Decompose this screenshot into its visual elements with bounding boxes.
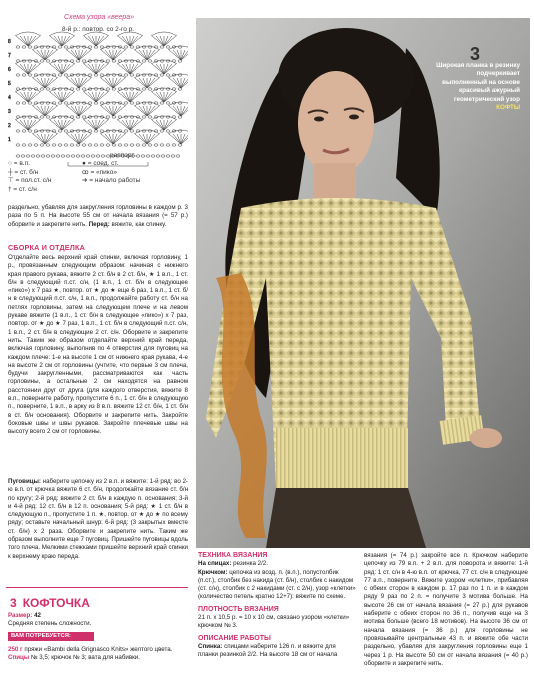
section-divider [6, 587, 188, 588]
stitch-mark [37, 134, 45, 144]
chain-mark [160, 74, 164, 76]
chain-mark [40, 144, 44, 146]
chain-mark [166, 130, 170, 132]
stitch-mark [130, 36, 138, 46]
chain-mark [148, 144, 152, 146]
section-assembly-heading: СБОРКА И ОТДЕЛКА [8, 243, 86, 252]
caption-number: 3 [470, 44, 481, 64]
stitch-mark [156, 120, 164, 130]
stitch-mark [62, 120, 70, 130]
chain-mark [40, 116, 44, 118]
chain-mark [96, 155, 100, 157]
stitch-mark [45, 106, 53, 116]
stitch-mark [147, 106, 155, 116]
chain-mark [130, 46, 134, 48]
chain-symbol-icon: ○ [8, 160, 14, 167]
fan-arc [151, 32, 177, 36]
chain-mark [101, 155, 105, 157]
legend-item: ꝏ = «пико» [82, 168, 117, 176]
chain-mark [166, 74, 170, 76]
chain-mark [160, 130, 164, 132]
photo-caption: Широкая планка в резинку подчеркивает выполненный на основе красивый ажурный геометрический узор КОФТЫ [436, 62, 520, 112]
legend-item: ┼ = ст. б/н [8, 168, 39, 176]
stitch-mark [173, 106, 181, 116]
stitch-mark [130, 92, 138, 102]
technique-text: На спицах: резинка 2/2. Крючком: цепочка из возд. п. (в.п.), полустолбик (п.ст.), столбик без накида (ст. б/н), столбик с накидом (ст. с/н), столбик с 2 накидами (ст. с 2/н), узор «клетки» (количество петель кратно 12+7): вяжите по схеме. [198, 560, 356, 601]
chain-mark [160, 144, 164, 146]
stitch-mark [71, 106, 79, 116]
chain-mark [88, 46, 92, 48]
chain-mark [124, 46, 128, 48]
stitch-mark [139, 106, 147, 116]
chain-mark [58, 74, 62, 76]
stitch-mark [122, 64, 130, 74]
stitch-mark [156, 36, 164, 46]
chain-mark [58, 130, 62, 132]
chain-mark [22, 144, 26, 146]
chain-mark [28, 130, 32, 132]
stitch-mark [28, 36, 36, 46]
chain-mark [124, 144, 128, 146]
chain-mark [124, 74, 128, 76]
chain-mark [46, 116, 50, 118]
stitch-mark [139, 134, 147, 144]
chain-mark [21, 155, 25, 157]
chain-mark [56, 155, 60, 157]
stitch-mark [113, 134, 121, 144]
legend-item: † = ст. с/н [8, 185, 37, 193]
chain-mark [82, 116, 86, 118]
chain-mark [46, 88, 50, 90]
stitch-mark [20, 120, 28, 130]
chain-mark [64, 74, 68, 76]
stitch-mark [28, 64, 36, 74]
stitch-mark [156, 64, 164, 74]
chain-mark [58, 144, 62, 146]
stitch-mark [71, 50, 79, 60]
chain-mark [100, 46, 104, 48]
chain-mark [81, 155, 85, 157]
chain-mark [76, 155, 80, 157]
start-arrow-icon: ➔ [82, 177, 90, 185]
chart-title: Схема узора «веера» [64, 14, 135, 21]
chain-mark [86, 155, 90, 157]
chain-mark [124, 130, 128, 132]
chain-mark [70, 144, 74, 146]
chain-mark [178, 144, 182, 146]
chain-mark [148, 88, 152, 90]
fan-arc [83, 32, 109, 36]
stitch-mark [105, 106, 113, 116]
stitch-mark [37, 78, 45, 88]
chain-mark [112, 144, 116, 146]
chain-mark [51, 155, 55, 157]
stitch-mark [96, 120, 104, 130]
chain-mark [130, 130, 134, 132]
row-number: 6 [8, 67, 11, 73]
fan-arc [32, 74, 58, 78]
chart-legend [8, 160, 188, 194]
chain-mark [82, 144, 86, 146]
half-double-icon: ⊤ [8, 177, 16, 185]
rapport-label: раппорт [110, 152, 135, 159]
row-number: 8 [8, 39, 11, 45]
chain-mark [88, 130, 92, 132]
chain-mark [46, 155, 50, 157]
chain-mark [82, 60, 86, 62]
fan-arc [134, 130, 160, 134]
buttons-text: Пуговицы: наберите цепочку из 2 в.п. и вяжите: 1-й ряд: во 2-ю в.п. от крючка вяжите 6 ст. б/н, продолжайте вязание ст. б/н по кругу; 2-й ряд: вяжите 2 ст. б/н в каждую п. основания; 3-й и 4-й ряд: 12 ст. б/н в 12 п. основания; 5-й ряд: ★ 1 ст. б/н в следующую п., пропустите 1 п. ★, повтор. от ★ до ★ по всему ряду; оставьте начальный шнур: 6-й ряд: (3 закрытых вместе ст. б/н) х 2 раза. Оборвите и закрепите нить. Таким же образом выполните еще 7 пуговиц. Пришейте пуговицы вдоль того плеча. Мелкими стежками пришейте верхний край спинки к верхнему краю переда. [8, 478, 188, 560]
stitch-mark [173, 50, 181, 60]
chain-mark [28, 46, 32, 48]
stitch-mark [164, 92, 172, 102]
stitch-mark [62, 64, 70, 74]
stitch-mark [54, 64, 62, 74]
stitch-mark [28, 92, 36, 102]
chain-mark [46, 60, 50, 62]
chain-mark [71, 155, 75, 157]
chain-mark [106, 60, 110, 62]
back-continuation-text: раздельно, убавляя для закругления горловины в каждом р. 3 раза по 5 п. На высоте 55 см от начала вязания (= 57 р.) оборвите и закрепите нить. Перед: вяжите, как спинку. [8, 204, 188, 228]
stitch-mark [164, 36, 172, 46]
stitch-mark [71, 134, 79, 144]
chain-mark [142, 88, 146, 90]
chain-mark [64, 144, 68, 146]
stitch-mark [105, 78, 113, 88]
size-info: Размер: 42 Средняя степень сложности. [8, 612, 92, 628]
materials-text: 250 г пряжи «Bambi della Grignasco Knits» желтого цвета. Спицы № 3,5; крючок № 3; вата для набивки. [8, 646, 173, 662]
row-number: 3 [8, 109, 11, 115]
chain-mark [76, 88, 80, 90]
chain-mark [142, 144, 146, 146]
chain-mark [141, 155, 145, 157]
stitch-mark [164, 64, 172, 74]
stitch-mark [54, 36, 62, 46]
stitch-mark [173, 78, 181, 88]
stitch-mark [62, 92, 70, 102]
assembly-text: Отделайте весь верхний край спинки, включая горловину, 1 р., провязанным следующим образом: начиная с нижнего края правого рукава, вяжите 2 ст. б/н в 2 ст. б/н, ★ 1 в.п., 1 ст. б/н в следующий п.ст. с/н, (1 в.п., 1 ст. б/н в следующее «пико») х 7 раз ★, повтор. от ★ до ★ еще 6 раз, 1 в.п., 1 ст. б/н в следующий п.ст. с/н, 1 в.п., продолжайте работу ст. б/н на петлях горловины, затем на следующем плече и на левом рукаве вяжите (1 в.п., 1 ст. б/н в следующее «пико») х 7 раз, повтор. от ★ до ★ 7 раз, 1 в.п., 1 ст. б/н в следующий п.ст. с/н, 1 в.п., 2 ст. б/н в следующие 2 ст. с/н. Оборвите и закрепите нить. Таким же образом отделайте верхний край переда, включая горловину, выполнив по 4 отверстия для пуговиц на каждом плече: 1-е на высоте 1 см от нижнего края рукава, 4-е на высоте 2 см от горловины (учтите, что первые 3 см плеча, будучи закругленными, рассматриваются как часть горловины, а остальные 2 см находятся на равном расстоянии друг от друга (для каждого отверстия, вяжите 8 в.п., поверните работу, пропустите 6 п., 1 ст. б/н в следующую п., поверните, 1 в.п., в арку из 8 в.п. вяжите 12 ст. б/н, 1 ст. б/н в ст. б/н основания). Оборвите и закрепите нить. Закройте боковые швы и швы рукавов. Закройте плечевые швы на высоту всего 2 см от горловины. [8, 254, 188, 436]
chain-mark [172, 144, 176, 146]
chain-mark [16, 155, 20, 157]
chain-mark [16, 144, 20, 146]
stitch-mark [88, 120, 96, 130]
chain-mark [171, 155, 175, 157]
legend-item: ⊤ = пол.ст. с/н [8, 177, 52, 185]
stitch-mark [20, 36, 28, 46]
row-number: 2 [8, 123, 11, 129]
stitch-mark [79, 50, 87, 60]
technique-block [198, 552, 356, 660]
stitch-mark [71, 78, 79, 88]
materials-badge: ВАМ ПОТРЕБУЕТСЯ: [8, 632, 94, 641]
picot-icon: ꝏ [82, 168, 91, 176]
single-crochet-icon: ┼ [8, 168, 15, 176]
legend-row [8, 169, 188, 178]
stitch-mark [79, 134, 87, 144]
chain-mark [166, 46, 170, 48]
stitch-mark [79, 106, 87, 116]
stitch-mark [79, 78, 87, 88]
chain-mark [40, 60, 44, 62]
fan-arc [134, 102, 160, 106]
gauge-heading: ПЛОТНОСТЬ ВЯЗАНИЯ [198, 605, 279, 613]
chain-mark [178, 88, 182, 90]
stitch-mark [20, 64, 28, 74]
chain-mark [58, 102, 62, 104]
chain-mark [91, 155, 95, 157]
legend-item: ➔ = начало работы [82, 177, 141, 185]
stitch-mark [147, 50, 155, 60]
stitch-mark [28, 120, 36, 130]
project-title: 3 КОФТОЧКА [10, 596, 90, 610]
chain-mark [94, 74, 98, 76]
chain-mark [100, 102, 104, 104]
chain-mark [130, 74, 134, 76]
legend-item: ● = соед. ст. [82, 160, 119, 167]
chain-mark [106, 116, 110, 118]
legend-row [8, 186, 188, 195]
chain-mark [94, 46, 98, 48]
stitch-mark [113, 78, 121, 88]
chain-mark [136, 144, 140, 146]
stitch-mark [122, 120, 130, 130]
chain-mark [64, 130, 68, 132]
chain-mark [100, 74, 104, 76]
chain-mark [58, 46, 62, 48]
stitch-mark [122, 36, 130, 46]
chain-mark [28, 102, 32, 104]
chain-mark [16, 102, 20, 104]
slip-stitch-icon: ● [82, 160, 88, 167]
stitch-mark [173, 134, 181, 144]
fan-arc [134, 46, 160, 50]
chain-mark [22, 130, 26, 132]
chain-mark [46, 144, 50, 146]
chain-mark [142, 116, 146, 118]
chain-mark [146, 155, 150, 157]
chain-mark [106, 144, 110, 146]
chain-mark [40, 88, 44, 90]
stitch-mark [62, 36, 70, 46]
stitch-mark [130, 120, 138, 130]
technique-heading: ТЕХНИКА ВЯЗАНИЯ [198, 552, 268, 559]
stitch-mark [45, 78, 53, 88]
double-crochet-icon: † [8, 185, 14, 193]
row-number: 1 [8, 137, 11, 143]
chain-mark [166, 102, 170, 104]
chain-mark [31, 155, 35, 157]
chain-mark [82, 88, 86, 90]
stitch-mark [54, 120, 62, 130]
chain-mark [36, 155, 40, 157]
fan-arc [32, 46, 58, 50]
stitch-mark [88, 36, 96, 46]
stitch-mark [130, 64, 138, 74]
chain-mark [66, 155, 70, 157]
chain-mark [64, 46, 68, 48]
description-heading: ОПИСАНИЕ РАБОТЫ [198, 634, 271, 642]
stitch-mark [139, 50, 147, 60]
chain-mark [112, 60, 116, 62]
chain-mark [76, 60, 80, 62]
chain-mark [100, 144, 104, 146]
stitch-mark [113, 50, 121, 60]
legend-row [8, 160, 188, 169]
chain-mark [16, 130, 20, 132]
chain-mark [136, 155, 140, 157]
chain-mark [88, 144, 92, 146]
description-text: Спинка: спицами наберите 126 п. и вяжите для планки резинкой 2/2. На высоте 18 см от начала [198, 642, 338, 659]
chain-mark [28, 74, 32, 76]
fan-arc [117, 32, 143, 36]
chain-mark [130, 102, 134, 104]
stitch-mark [96, 36, 104, 46]
chain-mark [166, 144, 170, 146]
fan-arc [32, 130, 58, 134]
chain-mark [100, 130, 104, 132]
chain-mark [94, 144, 98, 146]
chain-mark [16, 74, 20, 76]
stitch-mark [105, 134, 113, 144]
stitch-mark [37, 50, 45, 60]
chain-mark [94, 130, 98, 132]
stitch-mark [96, 64, 104, 74]
stitch-mark [20, 92, 28, 102]
legend-row [8, 177, 188, 186]
chain-mark [118, 144, 122, 146]
chain-mark [142, 60, 146, 62]
stitch-mark [88, 92, 96, 102]
stitch-mark [54, 92, 62, 102]
chain-mark [52, 144, 56, 146]
chain-mark [130, 144, 134, 146]
stitch-mark [37, 106, 45, 116]
fan-arc [32, 102, 58, 106]
stitch-mark [122, 92, 130, 102]
chain-mark [28, 144, 32, 146]
chain-mark [88, 102, 92, 104]
chain-mark [106, 88, 110, 90]
chain-mark [76, 116, 80, 118]
chain-mark [161, 155, 165, 157]
chain-mark [148, 116, 152, 118]
chart-subtitle: 8-й р.: повтор. со 2-го р. [62, 26, 135, 33]
chain-mark [160, 46, 164, 48]
chain-mark [178, 60, 182, 62]
stitch-mark [164, 120, 172, 130]
fan-arc [49, 32, 75, 36]
gauge-text: 21 п. х 10,5 р. = 10 х 10 см, связано узором «клетки» крючком № 3. [198, 614, 350, 630]
stitch-mark [105, 50, 113, 60]
fan-arc [15, 32, 41, 36]
chain-mark [26, 155, 30, 157]
fan-arc [134, 74, 160, 78]
chain-mark [94, 102, 98, 104]
stitch-mark [88, 64, 96, 74]
stitch-mark [96, 92, 104, 102]
stitch-mark [147, 78, 155, 88]
stitch-mark [45, 50, 53, 60]
chain-mark [176, 155, 180, 157]
chain-mark [16, 46, 20, 48]
chain-mark [151, 155, 155, 157]
description-continued: вязания (= 74 р.) закройте все п. Крючком наберите цепочку из 79 в.п. + 2 в.п. для поворота и вяжите: 1-й ряд: 1 ст. с/н в 4-ю в.п. от крючка, 77 ст. с/н в следующие 77 в.п., поверните. Вяжите узором «клетки», прибавляя с обеих сторон в каждом р. 17 раз по 1 п. и в каждом ряду 9 раз по 2 п. = получите 3 мотива больше. На высоте 26 см от начала вязания (= 27 р.) для рукавов наберите с обеих сторон по 36 п., получив еще на 3 мотива больше (всего 18 мотивов). На высоте 36 см от начала вязания (= 36 р.) для горловины не провязывайте центральные 43 п. и вяжите обе части раздельно, убавляя для закругления горловины еще 1 через 1 р. На высоте 50 см от начала вязания (= 40 р.) оборвите и закрепите нить. [364, 552, 528, 667]
row-number: 7 [8, 53, 11, 59]
stitch-mark [113, 106, 121, 116]
stitch-mark [45, 134, 53, 144]
chain-mark [154, 144, 158, 146]
chain-mark [64, 102, 68, 104]
chain-mark [22, 102, 26, 104]
chain-mark [61, 155, 65, 157]
chain-mark [156, 155, 160, 157]
chain-mark [166, 155, 170, 157]
chain-mark [148, 60, 152, 62]
chain-mark [112, 116, 116, 118]
stitch-mark [139, 78, 147, 88]
chain-mark [22, 74, 26, 76]
chain-mark [34, 144, 38, 146]
chain-mark [41, 155, 45, 157]
chain-mark [76, 144, 80, 146]
stitch-mark [156, 92, 164, 102]
chain-mark [112, 88, 116, 90]
chain-mark [22, 46, 26, 48]
chain-mark [160, 102, 164, 104]
legend-item: ○ = в.п. [8, 160, 30, 167]
stitch-mark [147, 134, 155, 144]
chain-mark [178, 116, 182, 118]
chain-mark [88, 74, 92, 76]
row-number: 4 [8, 95, 11, 101]
chain-mark [124, 102, 128, 104]
row-number: 5 [8, 81, 11, 87]
